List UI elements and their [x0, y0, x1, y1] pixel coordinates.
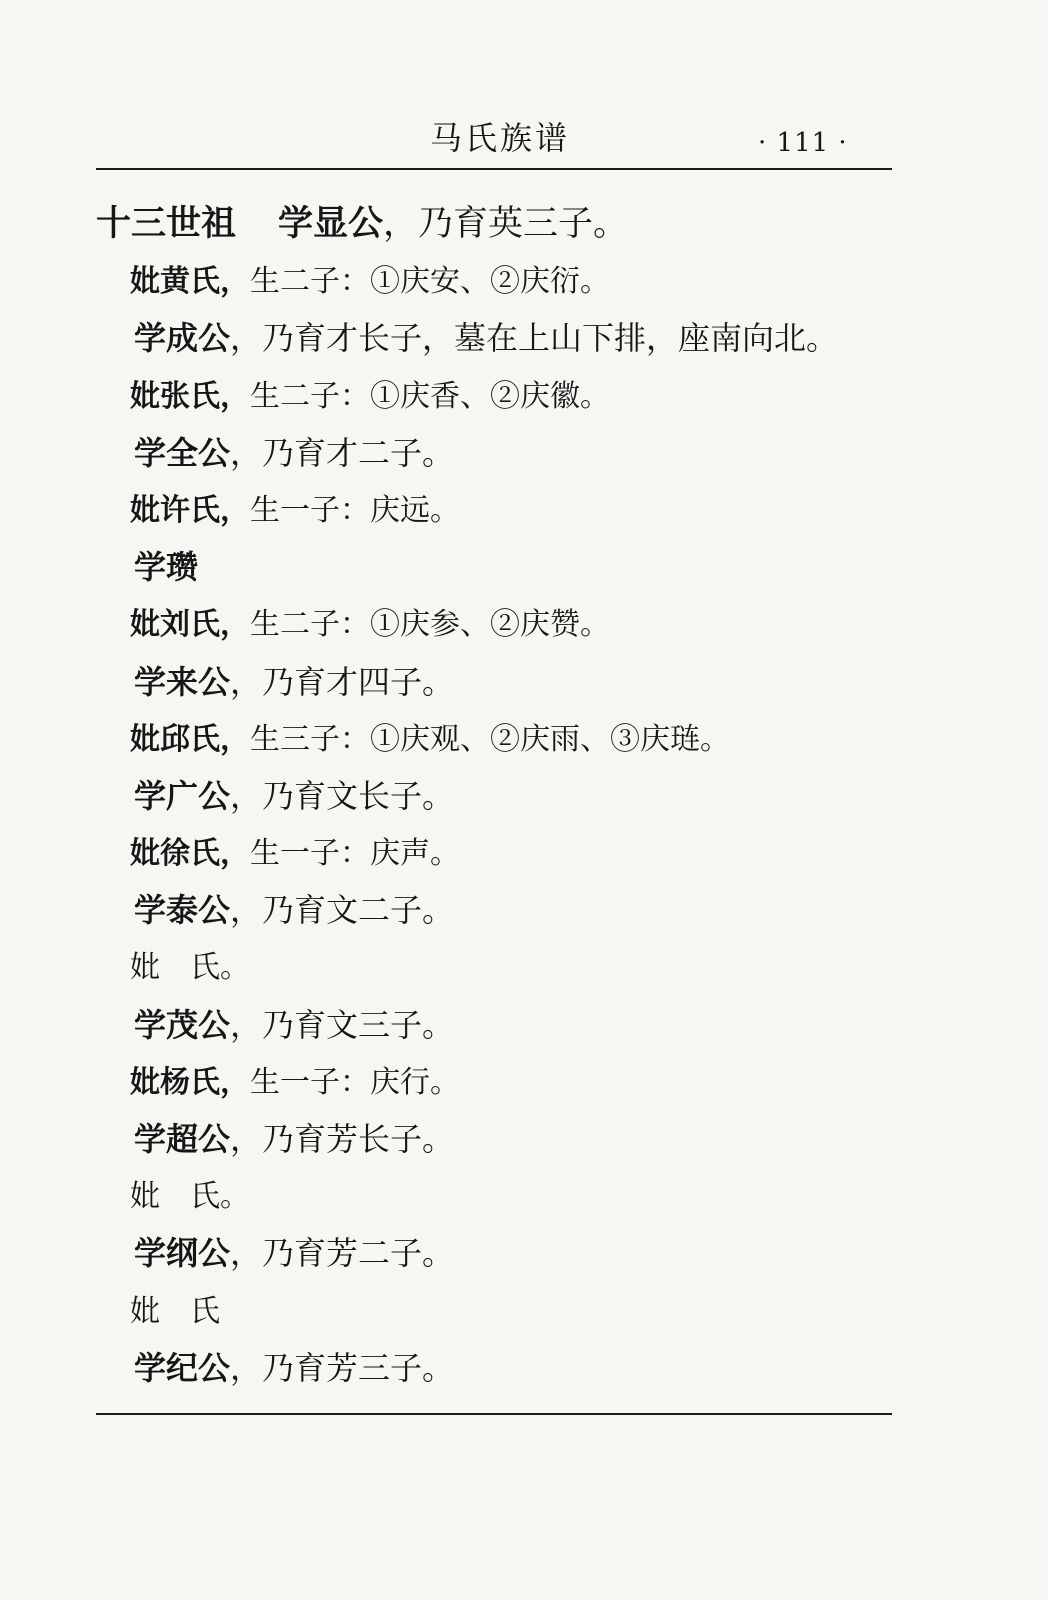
wife-name: 妣邱氏， [130, 721, 250, 757]
genealogy-line [96, 711, 896, 768]
ancestor-name: 学成公 [134, 319, 231, 358]
ancestor-description: ，乃育才四子。 [230, 662, 455, 701]
ancestor-description: ，乃育芳二子。 [230, 1234, 455, 1273]
genealogy-line [96, 1340, 896, 1397]
wife-description: 生一子：庆声。 [250, 836, 460, 872]
wife-name: 妣张氏， [130, 378, 250, 414]
genealogy-line [96, 882, 896, 939]
ancestor-description: ，乃育文二子。 [230, 891, 455, 930]
ancestor-name: 学纲公 [134, 1234, 231, 1273]
wife-name: 妣 氏 [130, 1293, 220, 1329]
wife-name: 妣刘氏， [130, 607, 250, 643]
ancestor-description: ，乃育才二子。 [230, 433, 455, 472]
genealogy-line [96, 368, 896, 425]
ancestor-name: 学显公 [278, 204, 384, 244]
ancestor-description: ，乃育英三子。 [383, 204, 629, 244]
ancestor-name: 学茂公 [134, 1005, 231, 1044]
genealogy-line [96, 196, 896, 253]
wife-name: 妣 氏。 [130, 950, 250, 986]
ancestor-description: ，乃育文三子。 [230, 1005, 455, 1044]
genealogy-line [96, 654, 896, 711]
ancestor-name: 学全公 [134, 433, 231, 472]
wife-name: 妣杨氏， [130, 1064, 250, 1100]
ancestor-description: ，乃育芳长子。 [230, 1120, 455, 1158]
genealogy-line [96, 596, 896, 653]
ancestor-name: 学来公 [134, 662, 231, 701]
ancestor-name: 学泰公 [134, 891, 231, 930]
genealogy-line [96, 768, 896, 825]
wife-description: 生二子：①庆参、②庆赞。 [250, 607, 610, 643]
header-rule [96, 168, 892, 170]
footer-rule [96, 1413, 892, 1415]
ancestor-name: 学纪公 [134, 1348, 231, 1387]
genealogy-line [96, 539, 896, 596]
wife-name: 妣许氏， [130, 492, 250, 528]
genealogy-line [96, 1111, 896, 1168]
wife-description: 生一子：庆行。 [250, 1064, 460, 1100]
header-title: 马氏族谱 [430, 119, 571, 157]
wife-name: 妣 氏。 [130, 1179, 250, 1215]
wife-description: 生二子：①庆安、②庆衍。 [250, 264, 610, 300]
genealogy-line [96, 1054, 896, 1111]
ancestor-description: ，乃育芳三子。 [230, 1348, 455, 1387]
wife-description: 生一子：庆远。 [250, 492, 460, 528]
wife-name: 妣黄氏， [130, 264, 250, 300]
ancestor-name: 学瓒 [134, 548, 199, 587]
ancestor-description: ，乃育文长子。 [230, 776, 455, 815]
wife-description: 生二子：①庆香、②庆徽。 [250, 378, 610, 414]
genealogy-line [96, 939, 896, 996]
ancestor-name: 学超公 [134, 1120, 231, 1158]
page-number: · 111 · [758, 128, 848, 158]
genealogy-line [96, 1168, 896, 1225]
genealogy-line [96, 310, 896, 367]
generation-label: 十三世祖 [96, 204, 237, 244]
genealogy-line [96, 1225, 896, 1282]
ancestor-description: ，乃育才长子，墓在上山下排，座南向北。 [230, 319, 839, 358]
genealogy-line [96, 825, 896, 882]
genealogy-line [96, 425, 896, 482]
genealogy-line [96, 482, 896, 539]
genealogy-text [96, 196, 896, 1397]
wife-description: 生三子：①庆观、②庆雨、③庆琏。 [250, 721, 730, 757]
genealogy-line [96, 1283, 896, 1340]
genealogy-line [96, 997, 896, 1054]
genealogy-line [96, 253, 896, 310]
wife-name: 妣徐氏， [130, 836, 250, 872]
ancestor-name: 学广公 [134, 776, 231, 815]
